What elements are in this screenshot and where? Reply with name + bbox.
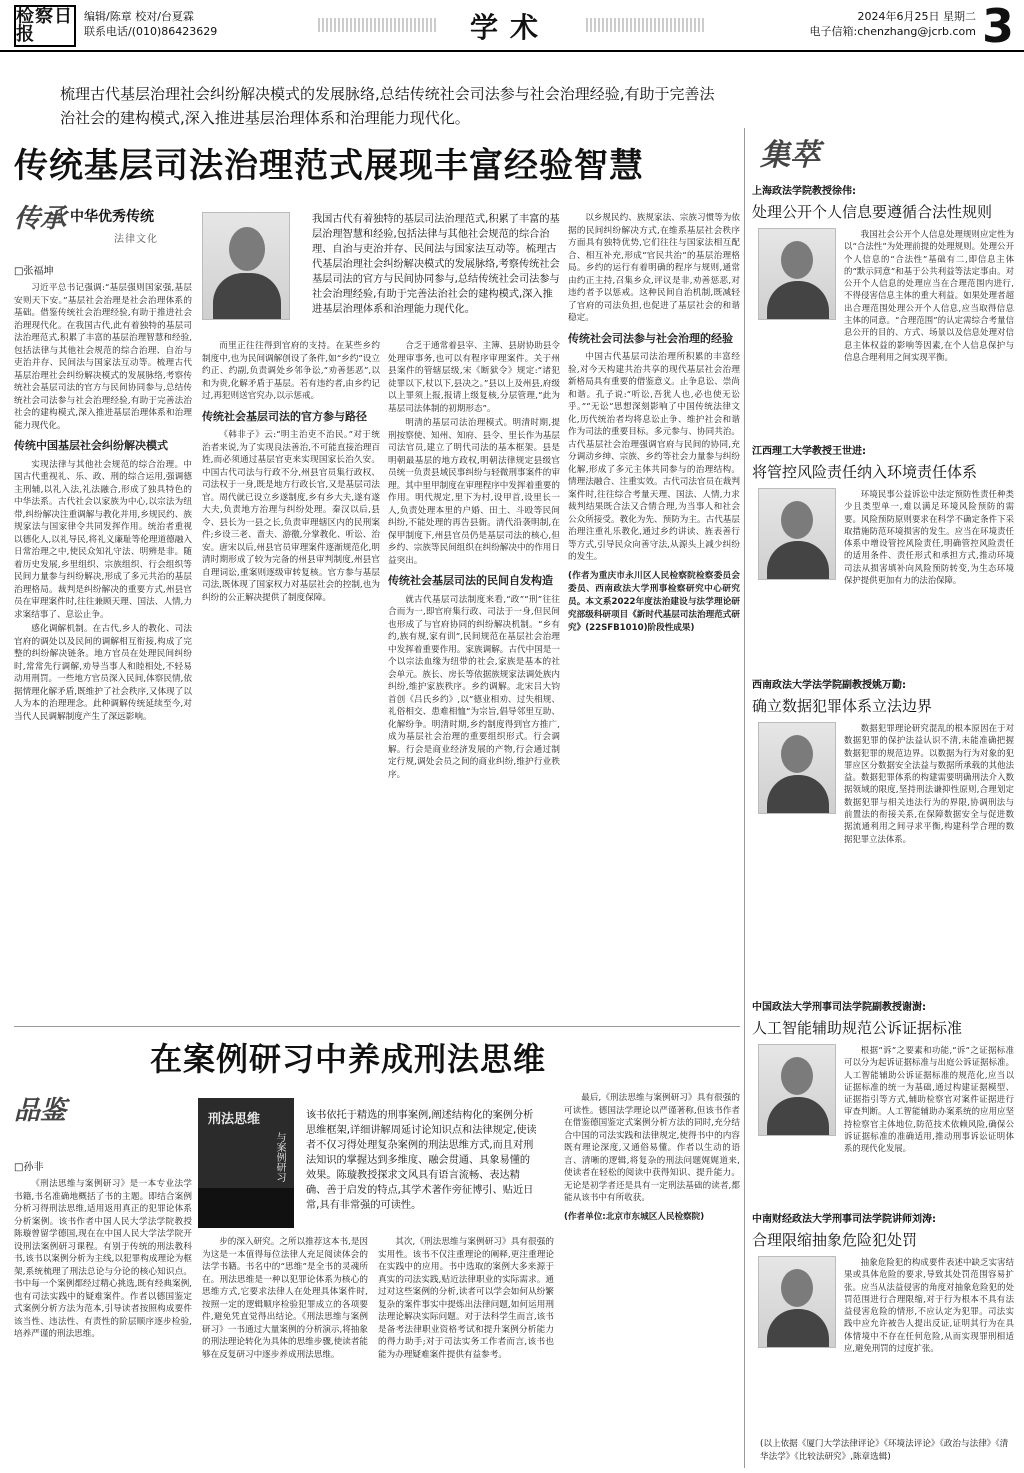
newspaper-logo bbox=[14, 5, 76, 47]
article2-column-4 bbox=[564, 1092, 740, 1468]
article2-column-1 bbox=[14, 1178, 192, 1468]
email-line: 电子信箱:chenzhang@jcrb.com bbox=[809, 25, 976, 38]
digest-logo-icon: 集萃 bbox=[760, 138, 820, 173]
date-line: 2024年6月25日 星期二 bbox=[857, 10, 976, 23]
digest-title: 处理公开个人信息要遵循合法性规则 bbox=[752, 203, 993, 221]
sidebar-digest bbox=[752, 128, 1014, 1473]
editor-info bbox=[84, 9, 217, 39]
main-headline: 传统基层司法治理范式展现丰富经验智慧 bbox=[14, 146, 644, 186]
article2-byline: □孙非 bbox=[14, 1162, 44, 1173]
book-cover-subtitle: 与案例研习 bbox=[274, 1132, 285, 1182]
body-paragraph: 就古代基层司法制度来看,“政”“刑”往往合而为一,即官府集行政、司法于一身,但民间也形成了与官府协同的纠纷解决机制。“乡有约,族有规,家有训”,民间规范在基层社会治理中发挥着重要作用。家族调解。古代中国是一个以宗法血缘为纽带的社会,家族是基本的社会单元。族长、房长等依据族规家法调处族内纠纷,维护家族秩序。乡约调解。北宋吕大钧首创《吕氏乡约》,以“德业相劝、过失相规、礼俗相交、患难相恤”为宗旨,倡导邻里互助、化解纷争。明清时期,乡约制度得到官方推广,成为基层社会治理的重要组织形式。行会调解。行会是商业经济发展的产物,行会通过制定行规,调处会员之间的商业纠纷,维护行业秩序。 bbox=[388, 594, 560, 780]
digest-paragraph: 抽象危险犯的构成要件表述中缺乏实害结果或具体危险的要求,导致其处罚范围容易扩张。应当从法益侵害的角度对抽象危险犯的处罚范围进行合理限缩,对于行为根本不具有法益侵害危险的情形,不应认定为犯罪。司法实践中应允许被告人提出反证,证明其行为在具体情境中不存在任何危险,从而实现罪刑相适应,避免刑罚的过度扩张。 bbox=[844, 1257, 1014, 1354]
digest-body bbox=[752, 228, 1014, 454]
date-info bbox=[809, 9, 976, 39]
page-number: 3 bbox=[981, 0, 1014, 53]
digest-entry bbox=[752, 182, 1014, 454]
author-note: (作者为重庆市永川区人民检察院检察委员会委员、西南政法大学刑事检察研究中心研究员。本文系2022年度法治建设与法学理论研究部级科研项目《新时代基层司法治理范式研究》(22SFB1010)阶段性成果) bbox=[568, 570, 740, 633]
digest-title: 合理限缩抽象危险犯处罚 bbox=[752, 1231, 918, 1249]
column-badge bbox=[14, 198, 198, 256]
article-column-2 bbox=[202, 340, 380, 1022]
intro-paragraph: 习近平总书记强调:“基层强则国家强,基层安则天下安。”基层社会治理是社会治理体系的基础。借鉴传统社会治理经验,有助于推进社会治理现代化。在我国古代,此有着独特的基层司法治理范式,积累了丰富的基层治理智慧和经验,包括法律与其他社会规范的综合治理、自治与吏治并存、民间法与国家法互动等。梳理古代基层治理社会纠纷解决模式的发展脉络,考察传统社会基层司法的官方与民间协同参与,总结传统社会司法参与社会治理经验,有助于完善法治社会的建构模式,深入推进基层治理体系和治理能力现代化。 bbox=[14, 283, 192, 431]
body-paragraph: 最后,《刑法思维与案例研习》具有很强的可读性。德国法学理论以严谨著称,但该书作者在借鉴德国鉴定式案例分析方法的同时,充分结合中国的司法实践和法律规定,使得书中的内容既有理论深度,又通俗易懂。作者以生动的语言、清晰的逻辑,将复杂的刑法问题娓娓道来,使读者在轻松的阅读中获得知识、提升能力。无论是初学者还是具有一定刑法基础的读者,都能从该书中有所收获。 bbox=[564, 1093, 740, 1203]
article-column-4 bbox=[568, 212, 740, 1022]
author-byline: □张福坤 bbox=[14, 266, 54, 277]
section-heading-4: 传统社会司法参与社会治理的经验 bbox=[568, 331, 733, 345]
author-photo bbox=[758, 1044, 836, 1136]
section-bar-decoration-right bbox=[586, 18, 706, 32]
digest-author: 中南财经政法大学刑事司法学院讲师刘涛: bbox=[752, 1214, 936, 1225]
section-bar-decoration-left bbox=[318, 18, 438, 32]
article-column-3 bbox=[388, 340, 560, 1022]
book-cover-title: 刑法思维 bbox=[208, 1112, 261, 1127]
section-heading-3: 传统社会基层司法的民间自发构造 bbox=[388, 574, 553, 587]
author-photo bbox=[758, 228, 836, 320]
author-note: (作者单位:北京市东城区人民检察院) bbox=[564, 1211, 705, 1222]
body-paragraph: 明清的基层司法治理模式。明清时期,提刑按察使、知州、知府、县令、里长作为基层司法官员,建立了明代司法的基本框架。县是明朝最基层的地方政权,明朝法律规定县级官员统一负责县域民事纠纷与轻微刑事案件的审理。其中里甲制度在审理程序中发挥着重要的作用。明代规定,里下为村,设甲首,设里长一人,负责处理本里的户婚、田土、斗殴等民间纠纷,不能处理的再告县衙。清代沿袭明制,在保甲制度下,州县官员仍是基层司法的核心,但乡约、宗族等民间组织在纠纷解决中的作用日益突出。 bbox=[388, 418, 560, 566]
digest-paragraph: 根据“诉”之要素和功能,“诉”之证据标准可以分为起诉证据标准与出庭公诉证据标准。人工智能辅助公诉证据标准的规范化,应当以证据标准的统一为基础,通过构建证据模型、证据指引等方式,辅助检察官对案件证据进行审查判断。人工智能辅助办案系统的应用应坚持检察官主体地位,防范技术依赖风险,确保公诉证据标准的准确适用,推动刑事诉讼证明体系的现代化发展。 bbox=[844, 1045, 1014, 1154]
digest-entry bbox=[752, 998, 1014, 1200]
lead-paragraph: 梳理古代基层治理社会纠纷解决模式的发展脉络,总结传统社会司法参与社会治理经验,有助于完善法治社会的建构模式,深入推进基层治理体系和治理能力现代化。 bbox=[60, 85, 715, 127]
brand-text: 检察日报 bbox=[16, 6, 73, 45]
digest-title: 人工智能辅助规范公诉证据标准 bbox=[752, 1019, 963, 1037]
author-photo bbox=[202, 212, 290, 320]
digest-author: 江西理工大学教授王世进: bbox=[752, 446, 866, 457]
abstract-text: 我国古代有着独特的基层司法治理范式,积累了丰富的基层治理智慧和经验,包括法律与其他社会规范的综合治理、自治与吏治并存、民间法与国家法互动等。梳理古代基层治理社会纠纷解决模式的发展脉络,考察传统社会基层司法的官方与民间协同参与,总结传统社会司法参与社会治理经验,有助于完善法治社会的建构模式,深入推进基层治理体系和治理能力现代化。 bbox=[312, 214, 560, 315]
column-divider bbox=[744, 128, 745, 1468]
digest-entry bbox=[752, 442, 1014, 688]
digest-title: 确立数据犯罪体系立法边界 bbox=[752, 697, 933, 715]
digest-author: 上海政法学院教授徐伟: bbox=[752, 186, 856, 197]
section-title: 学术 bbox=[469, 11, 550, 44]
badge-title: 中华优秀传统 bbox=[70, 209, 154, 225]
editors-line: 编辑/陈章 校对/台夏霖 bbox=[84, 10, 194, 23]
badge-subtitle: 法律文化 bbox=[114, 234, 158, 245]
body-paragraph: 合乏于通常着县宰、主簿、县尉协助县令处理审事务,也可以有程序审理案件。关于州县案件的管辖层级,宋《断狱令》规定:“诸犯徒罪以下,杖以下,县决之。”县以上及州县,府级以上罪须上报,报请上级复核,分层管理,“此为基层司法体制的初期形态”。 bbox=[388, 341, 560, 414]
badge-seal-icon: 传承 bbox=[14, 204, 67, 234]
digest-body bbox=[752, 722, 1014, 954]
article2-abstract: 该书依托于精选的刑事案例,阐述结构化的案例分析思维框架,详细讲解周延讨论知识点和法律规定,使读者不仅习得处理复杂案例的刑法思维方式,而且对刑法知识的掌握达到多维度、融会贯通、具象易懂的效果。陈璇教授探求文风具有语言流畅、表达精确、善于启发的特点,其学术著作旁征博引、贴近日常,具有非常强的可读性。 bbox=[306, 1110, 537, 1211]
digest-paragraph: 数据犯罪理论研究混乱的根本原因在于对数据犯罪的保护法益认识不清,未能准确把握数据犯罪的规范边界。以数据为行为对象的犯罪应区分数据安全法益与数据所承载的其他法益。数据犯罪体系的构建需要明确刑法介入数据领域的限度,坚持刑法谦抑性原则,合理划定数据犯罪与相关违法行为的界限,协调刑法与前置法的衔接关系,在保障数据安全与促进数据流通利用之间寻求平衡,构建科学合理的数据犯罪立法体系。 bbox=[844, 723, 1014, 844]
digest-citation: (以上依据《厦门大学法律评论》《环境法评论》《政治与法律》《清华法学》《比较法研究》,陈章选辑) bbox=[760, 1439, 1009, 1462]
article2-column-2 bbox=[202, 1236, 368, 1468]
author-photo bbox=[758, 1256, 836, 1348]
review-seal-icon: 品鉴 bbox=[14, 1096, 67, 1126]
body-paragraph: 而里正往往得到官府的支持。在某些乡约制度中,也为民间调解创设了条件,如“乡约”设立约正、约副,负责调处乡邻争讼,“劝善惩恶”,以和为贵,化解矛盾于基层。若有违约者,由乡约记过,再犯则送官究办,以示惩戒。 bbox=[202, 341, 380, 401]
body-paragraph: 以乡规民约、族规家法、宗族习惯等为依据的民间纠纷解决方式,在维系基层社会秩序方面具有独特优势,它们往往与国家法相互配合、相互补充,形成“官民共治”的基层治理格局。乡约的运行有着明确的程序与规则,通常由约正主持,召集乡众,评议是非,劝善惩恶,对违约者予以惩戒。这种民间自治机制,既减轻了官府的司法负担,也促进了基层社会的和谐稳定。 bbox=[568, 213, 740, 323]
body-paragraph: 感化调解机制。在古代,乡人的教化、司法官府的调处以及民间的调解相互衔接,构成了完整的纠纷解决链条。地方官员在处理民间纠纷时,常常先行调解,劝导当事人和睦相处,不轻易动用刑罚。一些地方官员深入民间,体察民情,依据情理化解矛盾,既维护了社会秩序,又体现了以人为本的治理理念。此种调解传统延续至今,对当代人民调解制度产生了深远影响。 bbox=[14, 624, 192, 722]
book-cover-image bbox=[198, 1098, 294, 1228]
article-column-1 bbox=[14, 282, 192, 1022]
digest-entry bbox=[752, 1210, 1014, 1440]
article-divider bbox=[14, 1026, 740, 1027]
section-heading-1: 传统中国基层社会纠纷解决模式 bbox=[14, 439, 168, 452]
author-photo bbox=[758, 488, 836, 580]
body-paragraph: 《刑法思维与案例研习》是一本专业法学书籍,书名准确地概括了书的主题。即结合案例分析习得刑法思维,适用返用真正的犯罪论体系分析案例。该书作者中国人民大学法学院教授陈璇曾留学德国,现在在中国人民大学法学院开设刑法案例研习课程。有别于传统的刑法教科书,该书以案例分析为主线,以犯罪构成理论为框架,系统梳理了刑法总论与分论的核心知识点。书中每一个案例都经过精心挑选,既有经典案例,也有司法实践中的疑难案件。作者以德国鉴定式案例分析方法为范本,引导读者按照构成要件该当性、违法性、有责性的阶层顺序逐步检验,培养严谨的刑法思维。 bbox=[14, 1179, 192, 1339]
masthead bbox=[0, 0, 1024, 52]
digest-author: 西南政法大学法学院副教授姚万勤: bbox=[752, 680, 906, 691]
body-paragraph: 实现法律与其他社会规范的综合治理。中国古代重视礼、乐、政、刑的综合运用,强调德主刑辅,以礼入法,礼法融合,形成了独具特色的中华法系。古代社会以家族为中心,以宗法为纽带,纠纷解决注重调解与教化并用,乡规民约、族规家法与国家律令共同发挥作用。统治者重视以德化人,以礼导民,将礼义廉耻等伦理道德融入日常治理之中,使民众知礼守法、明辨是非。随着历史发展,乡里组织、宗族组织、行会组织等民间力量参与纠纷解决,形成了多元共治的基层治理格局。裁判是纠纷解决的重要方式,州县官员在审理案件时,往往兼顾天理、国法、人情,力求案结事了、息讼止争。 bbox=[14, 459, 192, 620]
digest-paragraph: 环境民事公益诉讼中法定预防性责任种类少且类型单一,难以满足环境风险预防的需要。风险预防原则要求在科学不确定条件下采取措施防范环境损害的发生。应当在环境责任体系中增设管控风险责任,明确管控风险责任的适用条件、责任形式和承担方式,推动环境司法从损害填补向风险预防转变,为生态环境保护提供更加有力的法治保障。 bbox=[844, 489, 1014, 586]
author-photo bbox=[758, 722, 836, 814]
article2-headline: 在案例研习中养成刑法思维 bbox=[150, 1040, 547, 1078]
digest-paragraph: 我国社会公开个人信息处理规则应定性为以“合法性”为处理前提的处理规则。处理公开个人信息的“合法性”基础有二,即信息主体的“默示同意”和基于公共利益等法定事由。对公开个人信息的处理应当在合理范围内进行,不得侵害信息主体的重大利益。如果处理者超出合理范围处理公开个人信息,应当取得信息主体的同意。“合理范围”的认定需综合考量信息公开的目的、方式、场景以及信息处理对信息主体权益的影响等因素,在个人信息保护与信息合理利用之间实现平衡。 bbox=[844, 229, 1014, 362]
body-paragraph: 《韩非子》云:“明主治吏不治民。”对于统治者来说,为了实现良法善治,不可能直接治理百姓,而必须通过基层官吏来实现国家长治久安。中国古代司法与行政不分,州县官员集行政权、司法权于一身,既是地方行政长官,又是基层司法官。周代就已设立乡遂制度,乡有乡大夫,遂有遂大夫,负责地方治理与纠纷处理。秦汉以后,县令、县长为一县之长,负责审理辖区内的民刑案件;乡设三老、啬夫、游徼,分掌教化、听讼、治安。唐宋以后,州县官员审理案件逐渐规范化,明清时期形成了较为完备的州县审判制度,州县官自理词讼,重案则逐级审转复核。官方参与基层司法,既体现了国家权力对基层社会的控制,也为纠纷的公正解决提供了制度保障。 bbox=[202, 430, 380, 603]
digest-title: 将管控风险责任纳入环境责任体系 bbox=[752, 463, 978, 481]
digest-body bbox=[752, 1044, 1014, 1200]
contact-line: 联系电话/(010)86423629 bbox=[84, 25, 218, 38]
article2-column-3 bbox=[378, 1236, 554, 1468]
digest-body bbox=[752, 488, 1014, 688]
article-abstract bbox=[202, 212, 558, 332]
body-paragraph: 步的深入研究。之所以推荐这本书,是因为这是一本值得每位法律人充足阅读体会的法学书籍。书名中的“思维”是全书的灵魂所在。刑法思维是一种以犯罪论体系为核心的思维方式,它要求法律人在处理具体案件时,按照一定的逻辑顺序检验犯罪成立的各项要件,避免凭直觉得出结论。《刑法思维与案例研习》一书通过大量案例的分析演示,将抽象的刑法理论转化为具体的思维步骤,使读者能够在反复研习中逐步养成刑法思维。 bbox=[202, 1237, 368, 1360]
digest-body bbox=[752, 1256, 1014, 1440]
body-paragraph: 其次,《刑法思维与案例研习》具有很强的实用性。该书不仅注重理论的阐释,更注重理论在实践中的应用。书中选取的案例大多来源于真实的司法实践,贴近法律职业的实际需求。通过对这些案例的分析,读者可以学会如何从纷繁复杂的案件事实中提炼出法律问题,如何运用刑法理论解决实际问题。对于法科学生而言,该书是备考法律职业资格考试和提升案例分析能力的得力助手;对于司法实务工作者而言,该书也能为办理疑难案件提供有益参考。 bbox=[378, 1237, 554, 1360]
digest-author: 中国政法大学刑事司法学院副教授谢澍: bbox=[752, 1002, 926, 1013]
digest-entry bbox=[752, 676, 1014, 954]
body-paragraph: 中国古代基层司法治理所积累的丰富经验,对今天构建共治共享的现代基层社会治理新格局具有重要的借鉴意义。止争息讼、崇尚和谐。孔子说:“听讼,吾犹人也,必也使无讼乎。”“无讼”思想深刻影响了中国传统法律文化,历代统治者均将息讼止争、维护社会和谐作为司法的重要目标。多元参与、协同共治。古代基层社会治理强调官府与民间的协同,充分调动乡绅、宗族、乡约等社会力量参与纠纷化解,形成了多元主体共同参与的治理结构。情理法融合、注重实效。古代司法官员在裁判案件时,往往综合考量天理、国法、人情,力求裁判结果既合法又合情合理,为当事人和社会公众所接受。教化为先、预防为主。古代基层治理注重礼乐教化,通过乡约讲读、旌表善行等方式,引导民众向善守法,从源头上减少纠纷的发生。 bbox=[568, 352, 740, 562]
section-heading-2: 传统社会基层司法的官方参与路径 bbox=[202, 409, 367, 423]
